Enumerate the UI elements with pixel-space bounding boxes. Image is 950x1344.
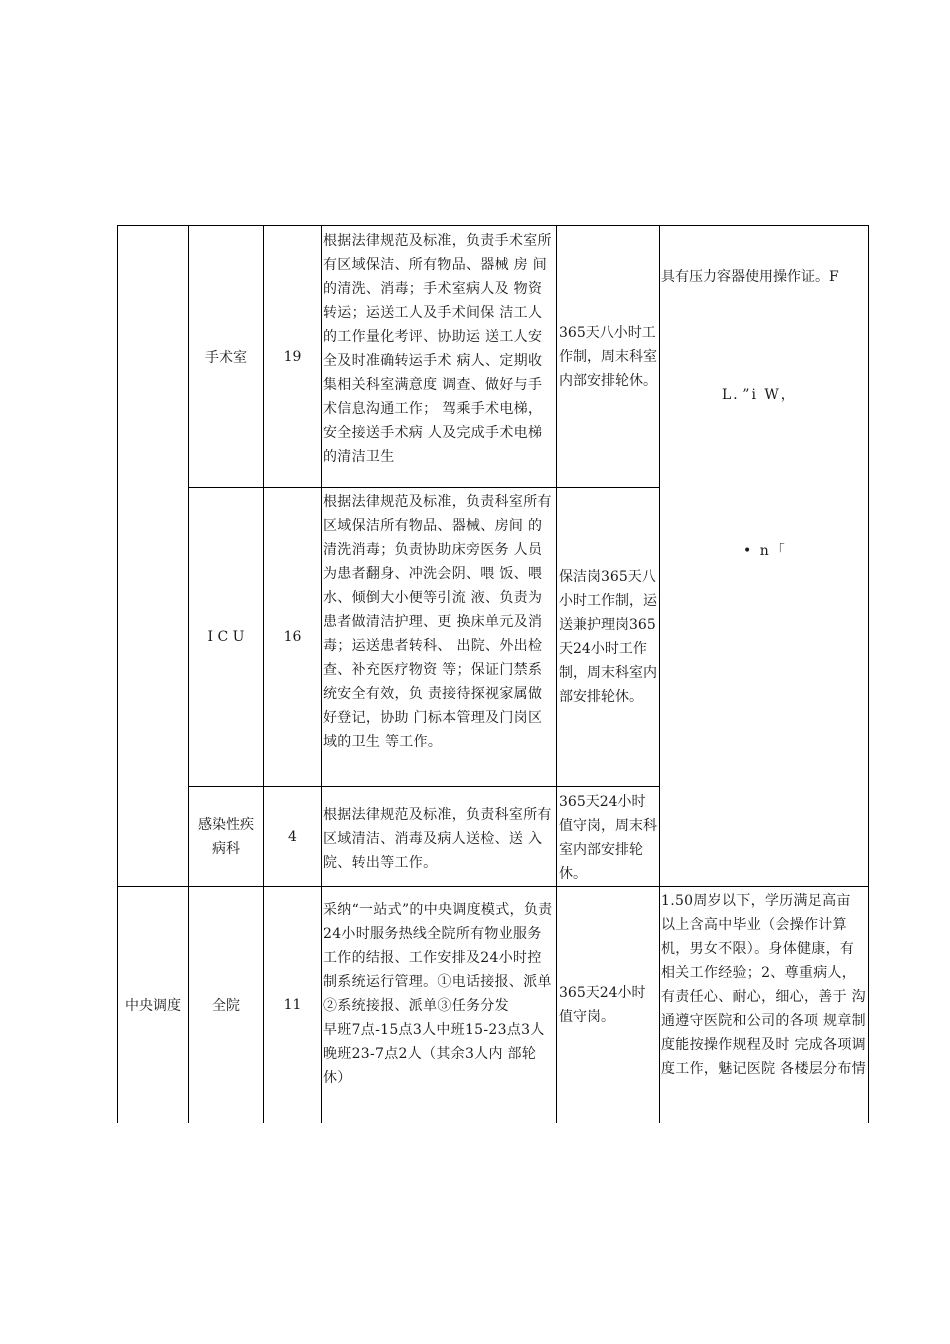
schedule-cell — [557, 488, 659, 786]
table-line — [868, 225, 869, 1123]
count-value: 4 — [288, 828, 297, 845]
duties-cell — [323, 229, 556, 487]
count-cell — [264, 887, 321, 1123]
count-value: 11 — [283, 997, 302, 1013]
duties-cell — [323, 490, 556, 786]
schedule-cell — [557, 790, 659, 886]
duties-text: 根据法律规范及标准，负责手术室所 有区域保洁、所有物品、器械 房 间的清洗、消毒；手术室病人及 物资转运；运送工人及手术间保 洁工人的工作量化考评、协助运 送工人安全及时准确转运手术 病人、定期收集相关科室满意度 调查、做好与手术信息沟通工作； 驾乘手术电梯，安全接送手术病 人及完成手术电梯的清洁卫生 — [323, 233, 552, 465]
requirements-cell — [661, 889, 868, 1123]
duties-cell — [323, 898, 556, 1123]
location-cell — [189, 887, 263, 1123]
requirement-line: 具有压力容器使用操作证。F — [661, 269, 839, 285]
location-cell: 感染性疾病科 — [198, 816, 254, 857]
count-cell — [264, 226, 321, 487]
schedule-text: 365天24小时值守岗。 — [559, 985, 646, 1025]
table-row — [189, 226, 263, 487]
requirements-cell — [660, 226, 868, 886]
location-cell: I C U — [207, 629, 245, 645]
requirements-text: 1.50周岁以下，学历满足高亩 以上含高中毕业（会操作计算 机，男女不限）。身体健康，有 相关工作经验；2、尊重病人， 有责任心、耐心，细心，善于 沟通遵守医院和公司的各项 规章制度能按操作规程及时 完成各项调度工作，魅记医院 各楼层分布情 — [661, 893, 866, 1077]
requirement-line: • n「 — [743, 543, 787, 559]
count-value: 16 — [283, 629, 302, 645]
schedule-text: 365天24小时值守岗，周末科室内部安排轮休。 — [559, 794, 657, 882]
location-cell: 手术室 — [205, 349, 247, 366]
schedule-text: 保洁岗365天八小时工作制，运送兼护理岗365天24小时工作制，周末科室内部安排轮休。 — [559, 569, 657, 705]
schedule-cell — [557, 887, 659, 1123]
table-row — [189, 488, 263, 786]
duties-text: 根据法律规范及标准，负责科室所有 区域保洁所有物品、器械、房间 的清洗消毒；负责协助床旁医务 人员为患者翻身、冲洗会阴、喂 饭、喂水、倾倒大小便等引流 液、负责为患者做清洁护理、更 换床单元及消毒；运送患者转科、 出院、外出检查、补充医疗物资 等；保证门禁系统安全有效，负 责接待探视家属做好登记，协助 门标本管理及门岗区域的卫生 等工作。 — [323, 494, 552, 750]
duties-cell — [323, 803, 556, 886]
table-row — [118, 887, 188, 1123]
table-row — [189, 787, 263, 886]
table-line — [321, 225, 322, 1123]
count-cell — [264, 787, 321, 886]
location-value: 全院 — [212, 998, 240, 1014]
count-cell — [264, 488, 321, 786]
requirement-line: L．”i W， — [722, 387, 797, 403]
dept-cell: 中央调度 — [125, 998, 181, 1014]
schedule-cell — [557, 226, 659, 487]
count-value: 19 — [283, 348, 302, 365]
duties-text: 根据法律规范及标准，负责科室所有 区域清洁、消毒及病人送检、送 入院、转出等工作。 — [323, 807, 552, 871]
schedule-text: 365天八小时工作制，周末科室内部安排轮休。 — [559, 324, 657, 389]
duties-text: 采纳“一站式”的中央调度模式，负责24小时服务热线全院所有物业服务工作的结报、工作安排及24小时控制系统运行管理。①电话接报、派单②系统接报、派单③任务分发 早班7点-15点3人中班15-23点3人晚班23-7点2人（其余3人内 部轮休） — [323, 902, 553, 1086]
